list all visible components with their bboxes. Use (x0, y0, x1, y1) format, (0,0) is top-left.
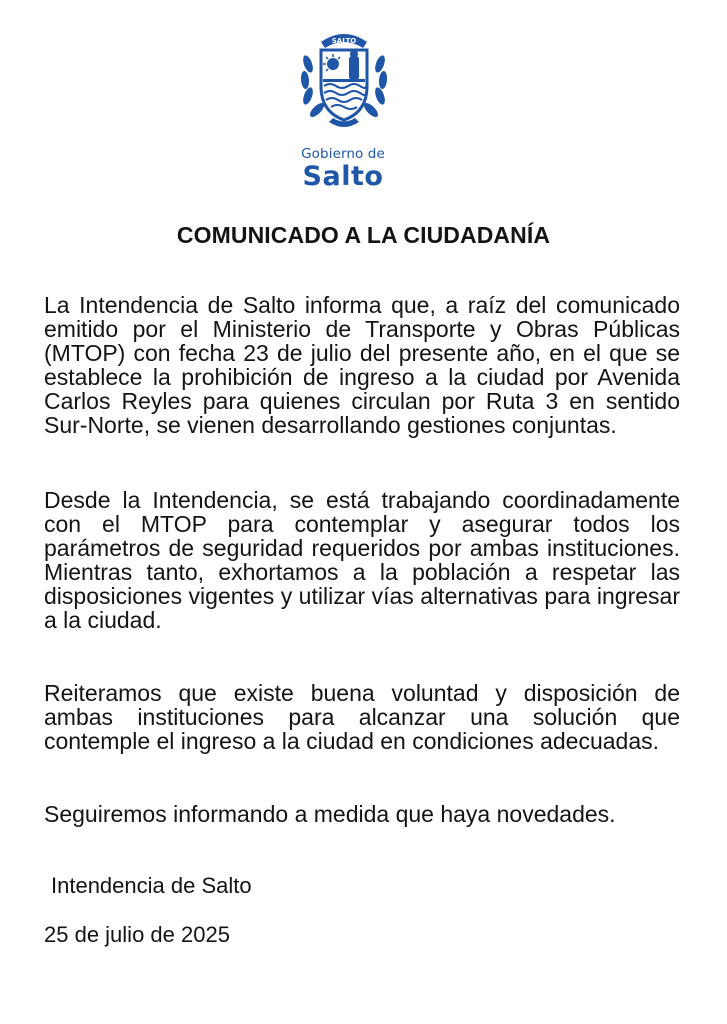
logo-caption (286, 146, 400, 192)
paragraph-2: Desde la Intendencia, se está trabajando coordinadamente con el MTOP para contemplar y asegurar todos los parámetros de seguridad requeridos por ambas instituciones. Mientras tanto, exhortamos a la población a respetar las disposiciones vigentes y utilizar vías alternativas para ingresar a la ciudad. (44, 487, 680, 633)
logo-caption-line2: Salto (302, 161, 384, 192)
date: 25 de julio de 2025 (44, 922, 230, 947)
coat-of-arms-icon (299, 24, 389, 136)
logo-caption-line1: Gobierno de (301, 146, 385, 162)
paragraph-1: La Intendencia de Salto informa que, a raíz del comunicado emitido por el Ministerio de Transporte y Obras Públicas (MTOP) con fecha 23 de julio del presente año, en el que se establece la prohibición de ingreso a la ciudad por Avenida Carlos Reyles para quienes circulan por Ruta 3 en sentido Sur-Norte, se vienen desarrollando gestiones conjuntas. (44, 292, 680, 438)
svg-text:SALTO: SALTO (331, 37, 357, 45)
paragraph-3: Reiteramos que existe buena voluntad y disposición de ambas instituciones para alcanzar una solución que contemple el ingreso a la ciudad en condiciones adecuadas. (44, 680, 680, 754)
signature: Intendencia de Salto (51, 873, 252, 898)
paragraph-4: Seguiremos informando a medida que haya novedades. (44, 801, 616, 827)
gobierno-de-salto-logo (286, 24, 400, 200)
communique-title: COMUNICADO A LA CIUDADANÍA (176, 222, 551, 248)
